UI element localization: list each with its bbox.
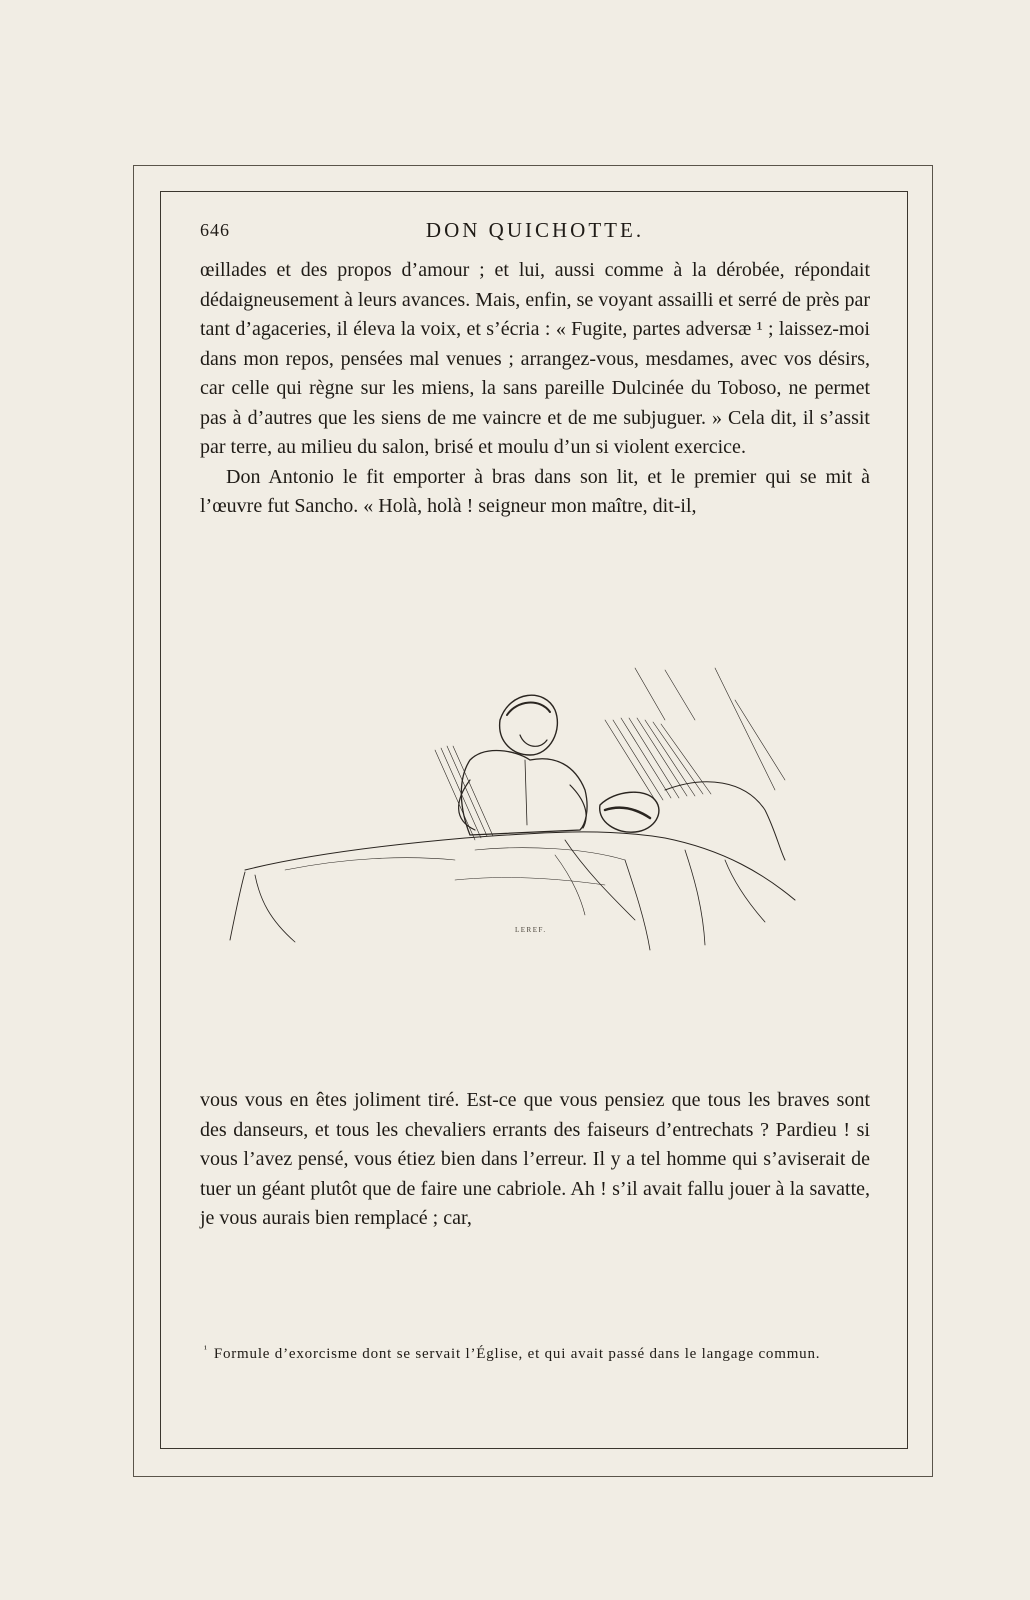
body-text-bottom — [200, 1086, 870, 1234]
page-header — [200, 218, 870, 248]
bed-sheet — [245, 832, 795, 900]
sancho-body — [461, 751, 587, 835]
paragraph: vous vous en êtes joliment tiré. Est-ce que vous pensiez que tous les braves sont des danseurs, et tous les chevaliers errants des faiseurs d’entrechats ? Pardieu ! si vous l’avez pensé, vous étiez bien dans l’erreur. Il y a tel homme qui s’aviserait de tuer un géant plutôt que de faire une cabriole. Ah ! s’il avait fallu jouer à la savatte, je vous aurais bien remplacé ; car, — [200, 1089, 870, 1229]
footnote-text: Formule d’exorcisme dont se servait l’Église, et qui avait passé dans le langage commun. — [213, 1346, 821, 1362]
artist-signature: LEREF. — [515, 926, 547, 934]
sancho-head — [500, 695, 558, 755]
footnote-marker: ¹ — [204, 1344, 208, 1355]
paragraph: Don Antonio le fit emporter à bras dans son lit, et le premier qui se mit à l’œuvre fut Sancho. « Holà, holà ! seigneur mon maître, dit-il, — [200, 465, 870, 517]
pillow — [665, 782, 785, 860]
body-text-top — [200, 256, 870, 522]
hatching — [435, 668, 785, 840]
engraving-illustration — [225, 660, 825, 980]
paragraph: œillades et des propos d’amour ; et lui, aussi comme à la dérobée, répondait dédaigneusement à leurs avances. Mais, enfin, se voyant assailli et serré de près par tant d’agaceries, il éleva la voix, et s’écria : « Fugite, partes adversæ ¹ ; laissez-moi dans mon repos, pensées mal venues ; arrangez-vous, mesdames, avec vos désirs, car celle qui règne sur les miens, la sans pareille Dulcinée du Toboso, ne permet pas à d’autres que les siens de me vaincre et de me subjuguer. » Cela dit, il s’assit par terre, au milieu du salon, brisé et moulu d’un si violent exercice. — [200, 259, 870, 458]
don-quixote-head — [600, 792, 659, 832]
page-number: 646 — [200, 220, 230, 240]
running-title: DON QUICHOTTE. — [425, 218, 645, 242]
footnote — [204, 1338, 870, 1366]
